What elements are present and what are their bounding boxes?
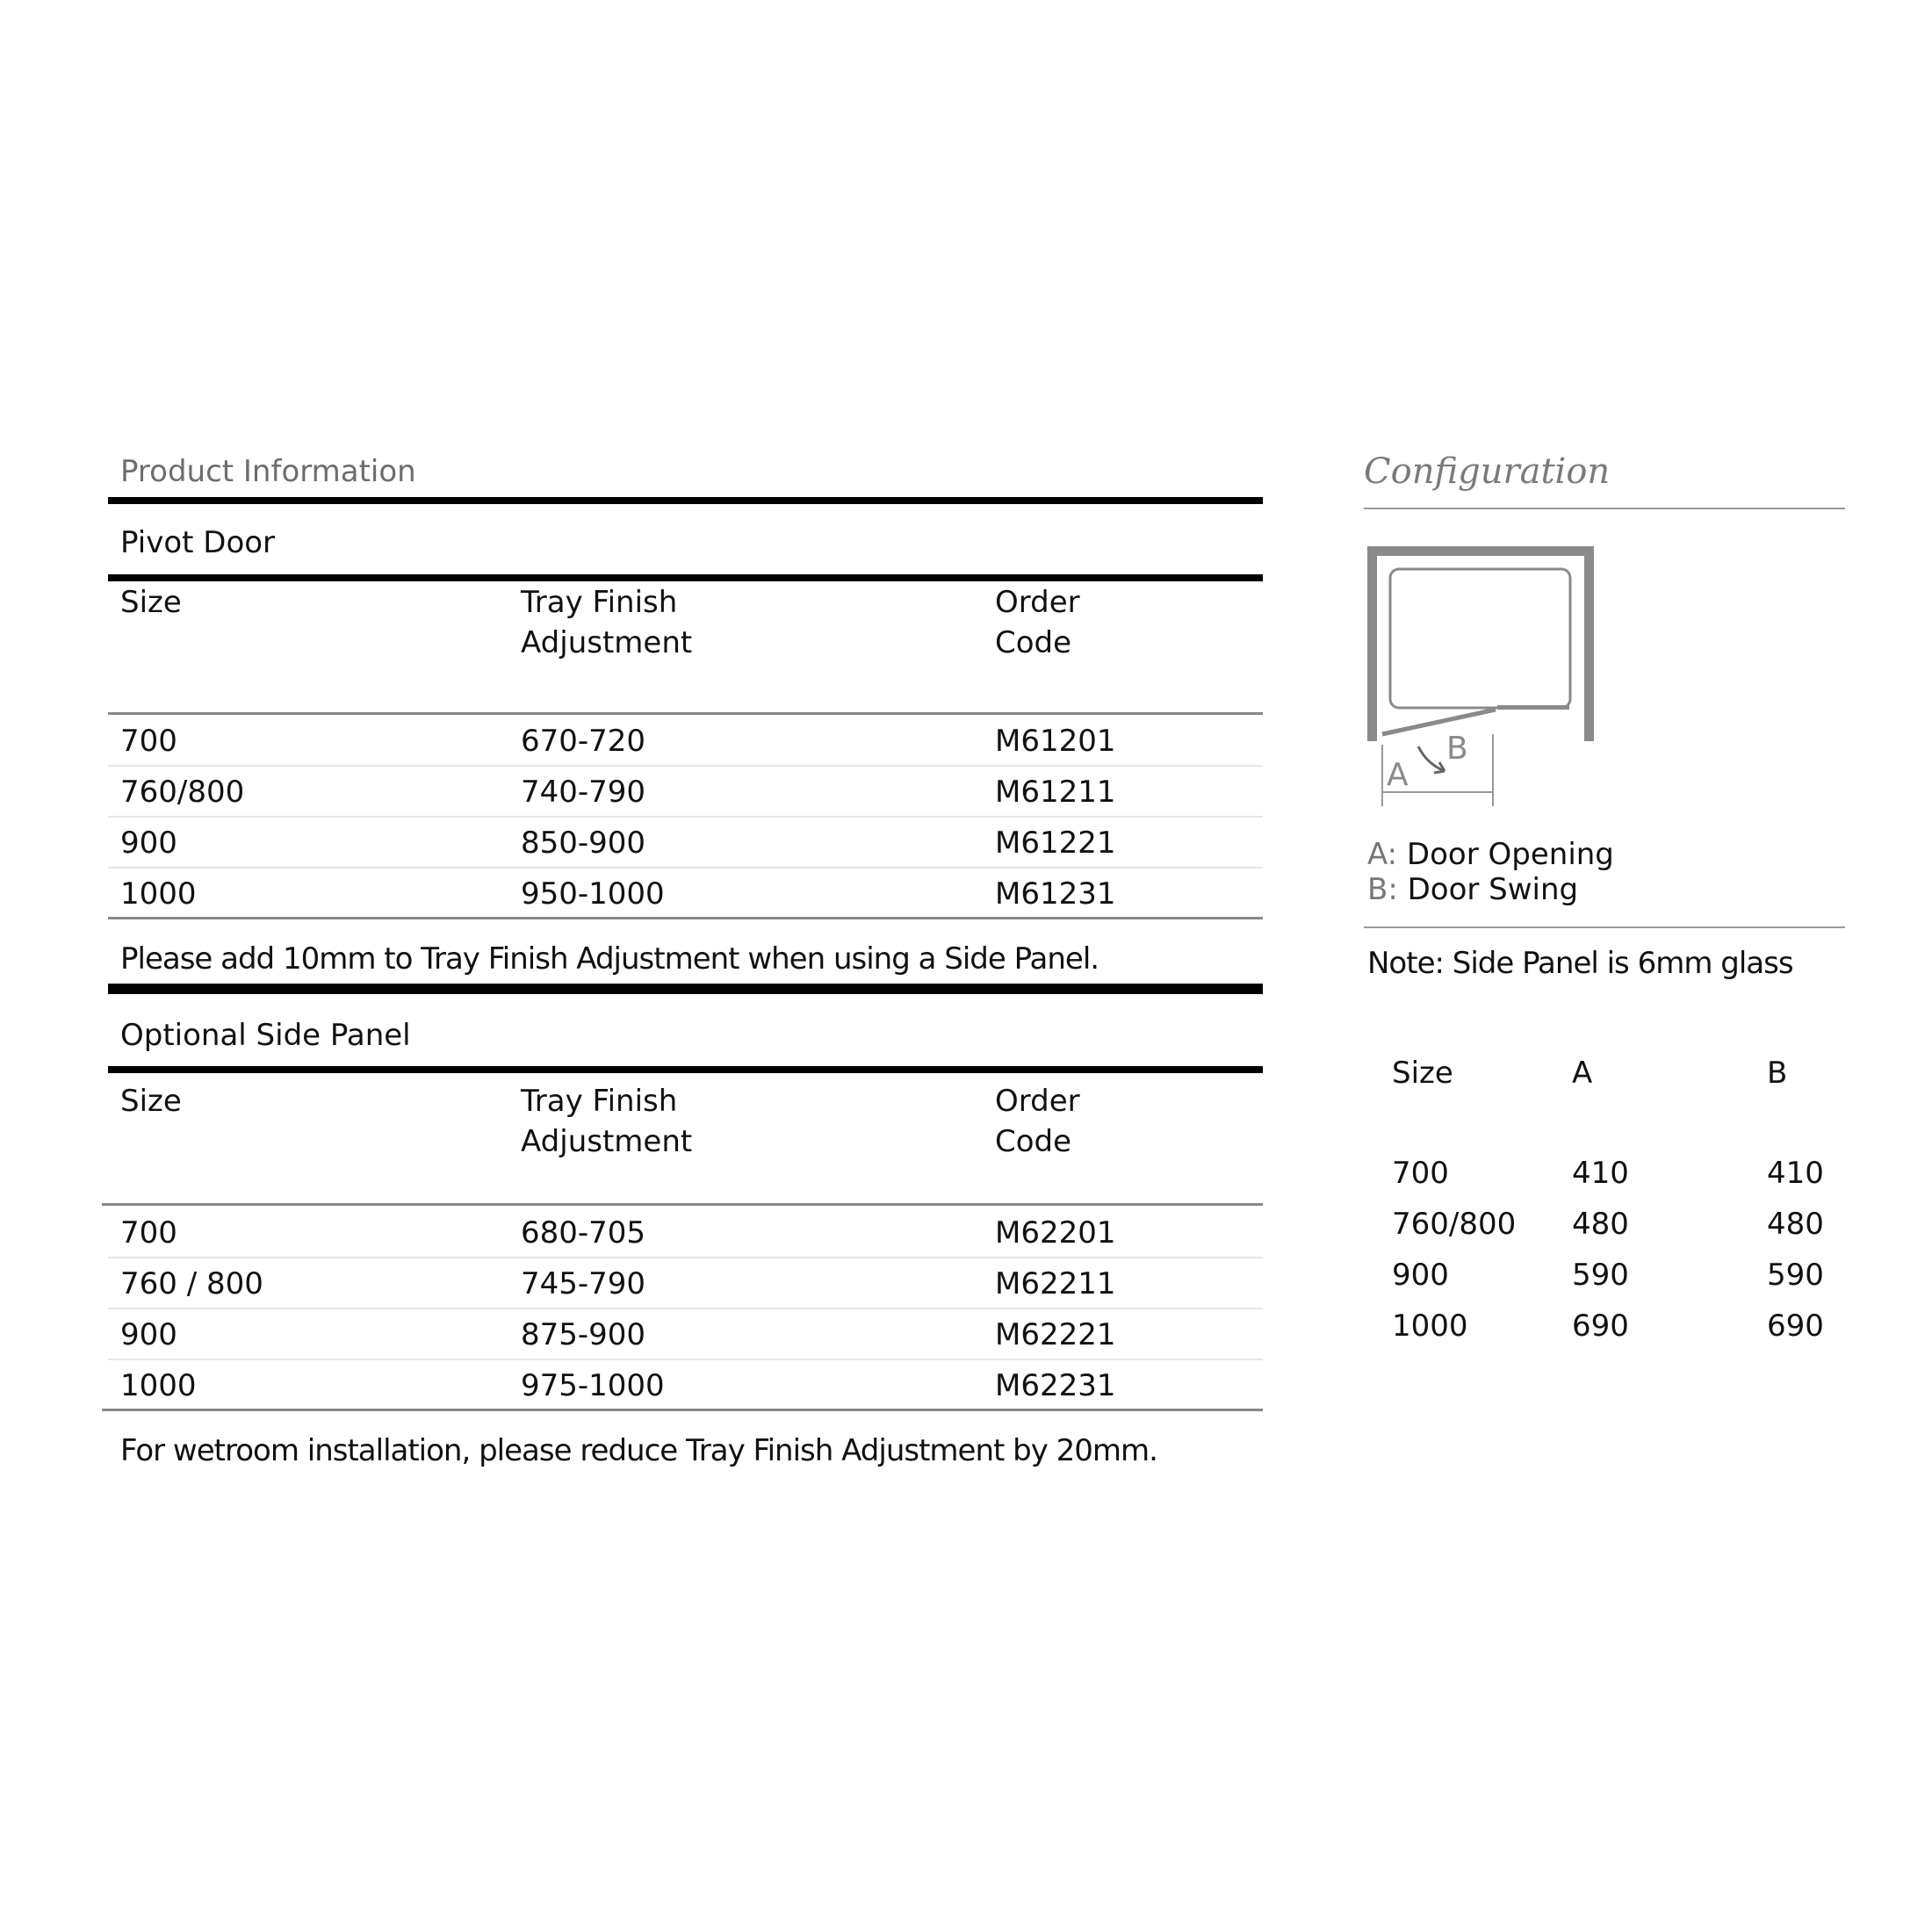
cell-code: M62211 bbox=[995, 1266, 1116, 1301]
cell-size: 1000 bbox=[120, 1368, 197, 1403]
cell-a: 410 bbox=[1572, 1156, 1629, 1191]
side-panel-note: For wetroom installation, please reduce Tray Finish Adjustment by 20mm. bbox=[120, 1433, 1157, 1468]
frame-right bbox=[1584, 546, 1594, 741]
cell-code: M61211 bbox=[995, 775, 1116, 810]
row-divider bbox=[108, 867, 1263, 869]
row-divider bbox=[108, 1359, 1263, 1360]
cell-size: 700 bbox=[1392, 1156, 1449, 1191]
legend-text: Door Swing bbox=[1397, 872, 1579, 907]
cell-a: 590 bbox=[1572, 1258, 1629, 1293]
cell-size: 700 bbox=[120, 1215, 177, 1251]
cell-code: M61231 bbox=[995, 876, 1116, 912]
cell-b: 590 bbox=[1767, 1258, 1824, 1293]
divider-thick bbox=[108, 1066, 1263, 1073]
cell-code: M62231 bbox=[995, 1368, 1116, 1403]
cell-size: 760/800 bbox=[120, 775, 245, 810]
pivot-door-title: Pivot Door bbox=[120, 525, 276, 560]
cell-code: M62221 bbox=[995, 1317, 1116, 1352]
cell-size: 900 bbox=[120, 1317, 177, 1352]
diagram-label-a: A bbox=[1387, 757, 1409, 793]
cell-size: 1000 bbox=[1392, 1308, 1468, 1344]
legend-key: A: bbox=[1367, 837, 1398, 872]
cell-a: 480 bbox=[1572, 1207, 1629, 1242]
header-b: B bbox=[1767, 1056, 1788, 1091]
header-adjustment: Adjustment bbox=[521, 625, 693, 660]
configuration-title: Configuration bbox=[1364, 451, 1611, 492]
cell-tray: 680-705 bbox=[521, 1215, 646, 1251]
cell-tray: 975-1000 bbox=[521, 1368, 665, 1403]
shower-enclosure-diagram-icon bbox=[1364, 543, 1610, 813]
header-code: Code bbox=[995, 625, 1072, 660]
side-panel-glass bbox=[1497, 705, 1569, 710]
cell-size: 760/800 bbox=[1392, 1207, 1517, 1242]
cell-code: M61201 bbox=[995, 724, 1116, 759]
header-tray-finish: Tray Finish bbox=[521, 1084, 678, 1119]
cell-size: 1000 bbox=[120, 876, 197, 912]
divider bbox=[102, 1203, 1263, 1206]
header-adjustment: Adjustment bbox=[521, 1124, 693, 1159]
legend-text: Door Opening bbox=[1397, 837, 1614, 872]
pivot-door bbox=[1382, 710, 1496, 734]
header-order: Order bbox=[995, 585, 1080, 620]
cell-tray: 950-1000 bbox=[521, 876, 665, 912]
row-divider bbox=[108, 816, 1263, 818]
cell-tray: 740-790 bbox=[521, 775, 646, 810]
header-code: Code bbox=[995, 1124, 1072, 1159]
diagram-label-b: B bbox=[1446, 731, 1468, 767]
row-divider bbox=[108, 1308, 1263, 1309]
swing-arrow bbox=[1418, 746, 1445, 771]
header-order: Order bbox=[995, 1084, 1080, 1119]
cell-size: 760 / 800 bbox=[120, 1266, 263, 1301]
cell-size: 900 bbox=[120, 825, 177, 861]
legend-key: B: bbox=[1367, 872, 1398, 907]
divider-thick bbox=[108, 497, 1263, 504]
frame-top bbox=[1367, 546, 1594, 556]
divider-thick bbox=[108, 574, 1263, 581]
frame-left bbox=[1367, 546, 1377, 741]
cell-size: 700 bbox=[120, 724, 177, 759]
divider bbox=[102, 1409, 1263, 1411]
cell-code: M62201 bbox=[995, 1215, 1116, 1251]
header-size: Size bbox=[1392, 1056, 1453, 1091]
tray-outline bbox=[1390, 569, 1570, 708]
side-panel-title: Optional Side Panel bbox=[120, 1018, 411, 1053]
side-panel-glass-note: Note: Side Panel is 6mm glass bbox=[1367, 946, 1793, 981]
cell-tray: 850-900 bbox=[521, 825, 646, 861]
section-label: Product Information bbox=[120, 454, 416, 489]
divider bbox=[1364, 926, 1845, 928]
cell-a: 690 bbox=[1572, 1308, 1629, 1344]
legend-item-b bbox=[1367, 872, 1578, 907]
row-divider bbox=[108, 765, 1263, 767]
divider bbox=[108, 917, 1263, 919]
row-divider bbox=[108, 1257, 1263, 1258]
divider bbox=[108, 712, 1263, 715]
header-a: A bbox=[1572, 1056, 1593, 1091]
header-size: Size bbox=[120, 585, 182, 620]
pivot-door-note: Please add 10mm to Tray Finish Adjustment when using a Side Panel. bbox=[120, 941, 1099, 977]
cell-b: 690 bbox=[1767, 1308, 1824, 1344]
cell-code: M61221 bbox=[995, 825, 1116, 861]
legend-item-a bbox=[1367, 837, 1614, 872]
cell-size: 900 bbox=[1392, 1258, 1449, 1293]
cell-tray: 745-790 bbox=[521, 1266, 646, 1301]
cell-tray: 875-900 bbox=[521, 1317, 646, 1352]
header-size: Size bbox=[120, 1084, 182, 1119]
cell-tray: 670-720 bbox=[521, 724, 646, 759]
header-tray-finish: Tray Finish bbox=[521, 585, 678, 620]
divider bbox=[1364, 508, 1845, 509]
divider-thick bbox=[108, 984, 1263, 994]
cell-b: 480 bbox=[1767, 1207, 1824, 1242]
cell-b: 410 bbox=[1767, 1156, 1824, 1191]
